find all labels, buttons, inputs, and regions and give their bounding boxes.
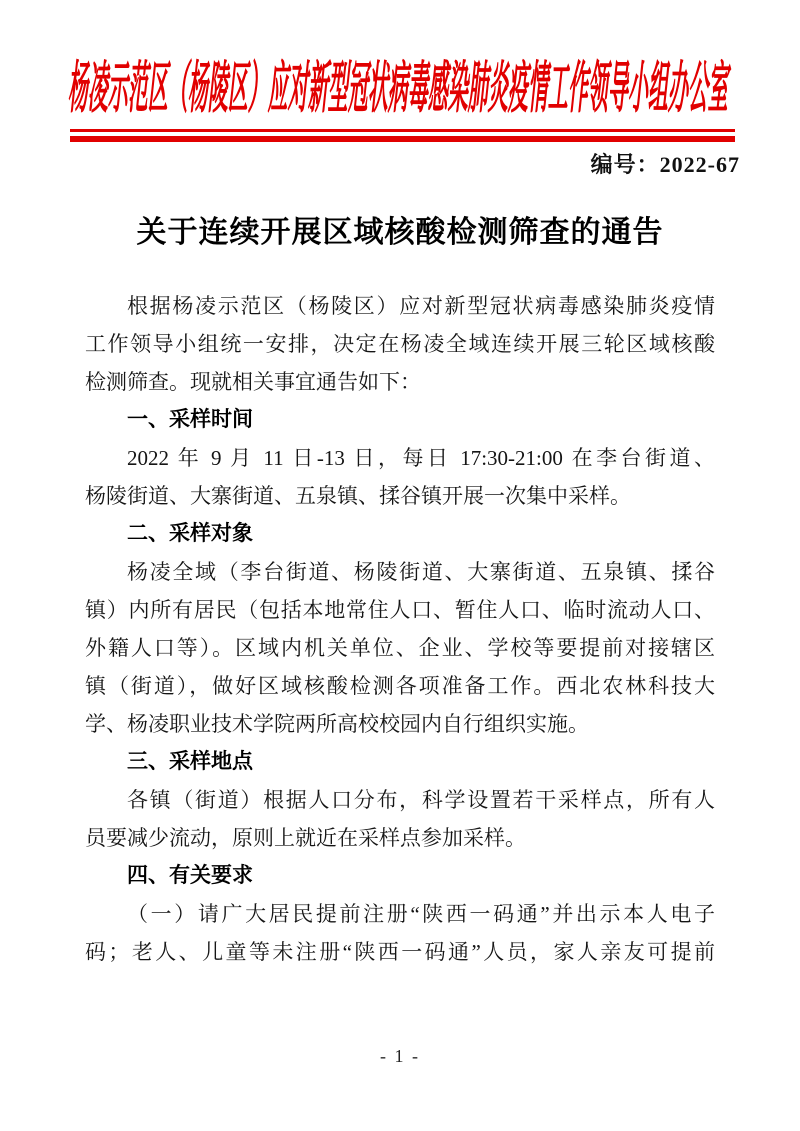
body-line: 镇（街道），做好区域核酸检测各项准备工作。西北农林科技大 [85,674,715,698]
body-line: 码；老人、儿童等未注册“陕西一码通”人员，家人亲友可提前 [85,940,715,964]
body-line: 各镇（街道）根据人口分布，科学设置若干采样点，所有人 [127,788,715,812]
body-line: 杨陵街道、大寨街道、五泉镇、揉谷镇开展一次集中采样。 [85,484,631,508]
section-heading-4: 四、有关要求 [127,864,253,887]
doc-number: 编号：2022-67 [590,152,740,177]
notice-title: 关于连续开展区域核酸检测筛查的通告 [136,216,664,249]
page-number: - 1 - [380,1046,420,1066]
body-line: 杨凌全域（李台街道、杨陵街道、大寨街道、五泉镇、揉谷 [127,560,715,584]
body-line: （一）请广大居民提前注册“陕西一码通”并出示本人电子 [127,902,715,926]
body-line: 学、杨凌职业技术学院两所高校校园内自行组织实施。 [85,712,589,736]
letterhead-org-name: 杨凌示范区（杨陵区）应对新型冠状病毒感染肺炎疫情工作领导小组办公室 [66,59,733,121]
section-heading-3: 三、采样地点 [127,750,253,773]
body-line: 2022 年 9 月 11 日-13 日，每日 17:30-21:00 在李台街道、 [127,446,715,470]
body-line: 员要减少流动，原则上就近在采样点参加采样。 [85,826,526,850]
body-line: 根据杨凌示范区（杨陵区）应对新型冠状病毒感染肺炎疫情 [127,294,715,318]
body-line: 外籍人口等）。区域内机关单位、企业、学校等要提前对接辖区 [85,636,715,660]
body-line: 镇）内所有居民（包括本地常住人口、暂住人口、临时流动人口、 [85,598,715,622]
notice-body [85,287,715,971]
section-heading-2: 二、采样对象 [127,522,253,545]
body-line: 工作领导小组统一安排，决定在杨凌全域连续开展三轮区域核酸 [85,332,715,356]
letterhead-rule-thick [70,136,735,142]
letterhead-rule-thin [70,129,735,132]
section-heading-1: 一、采样时间 [127,408,253,431]
body-line: 检测筛查。现就相关事宜通告如下： [85,370,421,394]
